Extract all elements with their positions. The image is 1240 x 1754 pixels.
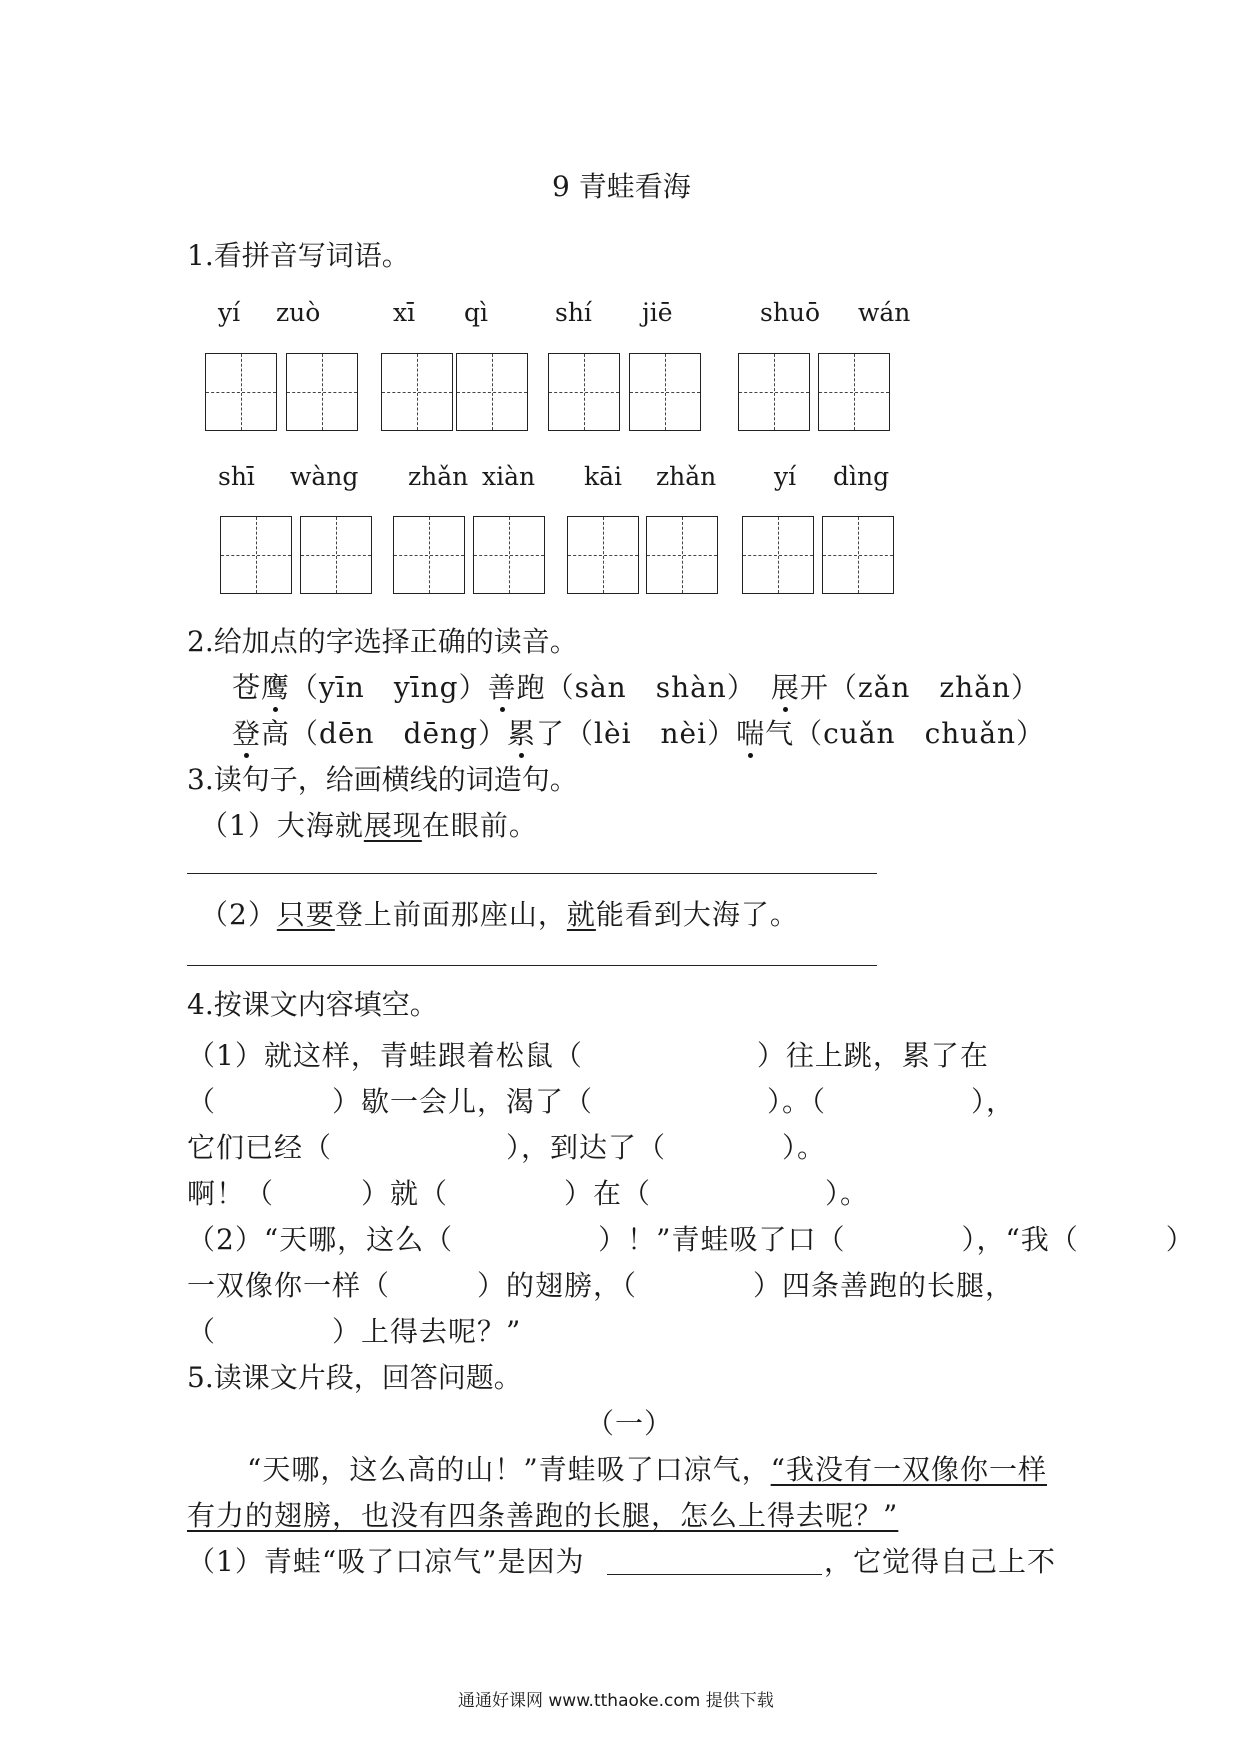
pinyin: xī	[393, 298, 416, 327]
underlined-word: 展现	[363, 809, 422, 842]
dotted-char: 登	[232, 712, 261, 752]
writing-box[interactable]	[473, 516, 545, 594]
sentence-text: 在眼前。	[421, 809, 538, 842]
fill-line: （2）“天哪，这么（ ）！”青蛙吸了口（ ），“我（ ）	[187, 1223, 1195, 1256]
question-1-heading: 1.看拼音写词语。	[187, 239, 410, 272]
dotted-char: 展	[771, 666, 800, 706]
word-char: 跑	[516, 671, 546, 704]
pinyin: yí	[774, 462, 797, 491]
underlined-word: 就	[566, 898, 596, 931]
dotted-char: 鹰	[261, 666, 290, 706]
question-5-1	[187, 1540, 584, 1580]
pinyin-options: （dēn dēng）	[290, 717, 508, 750]
word-char: 气	[765, 717, 795, 750]
answer-line[interactable]	[187, 965, 877, 966]
fill-line: 一双像你一样（ ）的翅膀，（ ）四条善跑的长腿，	[187, 1269, 1015, 1302]
writing-box[interactable]	[738, 353, 810, 431]
pinyin: yí	[218, 298, 241, 327]
passage-line-1	[218, 1448, 1047, 1488]
writing-box[interactable]	[393, 516, 465, 594]
writing-box[interactable]	[567, 516, 639, 594]
fill-line: （ ）歇一会儿，渴了（ ）。（ ），	[187, 1085, 1016, 1118]
passage-line-2	[187, 1494, 898, 1534]
writing-box[interactable]	[822, 516, 894, 594]
fill-line: 啊！（ ）就（ ）在（ ）。	[187, 1177, 870, 1210]
question-4-heading: 4.按课文内容填空。	[187, 988, 438, 1021]
writing-box[interactable]	[286, 353, 358, 431]
writing-box[interactable]	[646, 516, 718, 594]
writing-box[interactable]	[220, 516, 292, 594]
pinyin: dìng	[833, 462, 890, 491]
pinyin: xiàn	[482, 462, 536, 491]
pinyin-options: （lèi nèi）	[565, 717, 737, 750]
sentence-text: 登上前面那座山，	[334, 898, 567, 931]
pinyin: kāi	[584, 462, 623, 491]
pinyin: jiē	[642, 298, 673, 327]
answer-line[interactable]	[187, 873, 877, 874]
pinyin: zhǎn	[408, 462, 469, 491]
fill-line: （ ）上得去呢？”	[187, 1315, 522, 1348]
underlined-word: 只要	[276, 898, 335, 931]
question-text-cont: ，它觉得自己上不	[824, 1545, 1057, 1578]
sentence-text: 能看到大海了。	[595, 898, 799, 931]
page-title: 9 青蛙看海	[552, 170, 691, 203]
section-label: （一）	[586, 1407, 674, 1440]
question-2-heading: 2.给加点的字选择正确的读音。	[187, 625, 578, 658]
writing-box[interactable]	[818, 353, 890, 431]
pinyin-options: （yīn yīng）	[290, 671, 488, 704]
sentence-1	[200, 804, 538, 844]
writing-box[interactable]	[456, 353, 528, 431]
pinyin: zuò	[276, 298, 321, 327]
pinyin: wán	[858, 298, 911, 327]
pinyin-options: （sàn shàn）	[545, 671, 742, 704]
dotted-char: 善	[488, 666, 517, 706]
writing-box[interactable]	[629, 353, 701, 431]
underlined-passage: “我没有一双像你一样	[770, 1453, 1047, 1486]
pinyin: wàng	[290, 462, 359, 491]
sentence-2	[200, 893, 799, 933]
dotted-char: 喘	[736, 712, 765, 752]
pinyin: shī	[218, 462, 255, 491]
writing-box[interactable]	[205, 353, 277, 431]
answer-line[interactable]	[607, 1574, 822, 1575]
question-text: （1）青蛙“吸了口凉气”是因为	[187, 1545, 585, 1578]
writing-box[interactable]	[381, 353, 453, 431]
dotted-char: 累	[507, 712, 536, 752]
question-3-heading: 3.读句子，给画横线的词造句。	[187, 763, 578, 796]
word-char: 高	[261, 717, 291, 750]
pinyin: shí	[555, 298, 592, 327]
pinyin-options: （zǎn zhǎn）	[828, 671, 1040, 704]
fill-line: 它们已经（ ），到达了（ ）。	[187, 1131, 827, 1164]
sentence-text: （2）	[200, 898, 277, 931]
underlined-passage: 有力的翅膀，也没有四条善跑的长腿，怎么上得去呢？”	[187, 1499, 899, 1532]
word-char: 了	[536, 717, 566, 750]
footer-credit: 通通好课网 www.tthaoke.com 提供下载	[458, 1691, 774, 1711]
passage-text: “天哪，这么高的山！”青蛙吸了口凉气，	[218, 1453, 771, 1486]
pinyin: qì	[464, 298, 488, 327]
fill-line: （1）就这样，青蛙跟着松鼠（ ）往上跳，累了在	[187, 1039, 989, 1072]
pinyin: zhǎn	[656, 462, 717, 491]
sentence-text: （1）大海就	[200, 809, 364, 842]
pinyin: shuō	[760, 298, 821, 327]
word-char: 苍	[232, 671, 262, 704]
question-5-heading: 5.读课文片段，回答问题。	[187, 1361, 522, 1394]
writing-box[interactable]	[548, 353, 620, 431]
writing-box[interactable]	[300, 516, 372, 594]
reading-line-1	[232, 666, 1040, 706]
reading-line-2	[232, 712, 1045, 752]
word-char: 开	[799, 671, 829, 704]
writing-box[interactable]	[742, 516, 814, 594]
pinyin-options: （cuǎn chuǎn）	[794, 717, 1046, 750]
